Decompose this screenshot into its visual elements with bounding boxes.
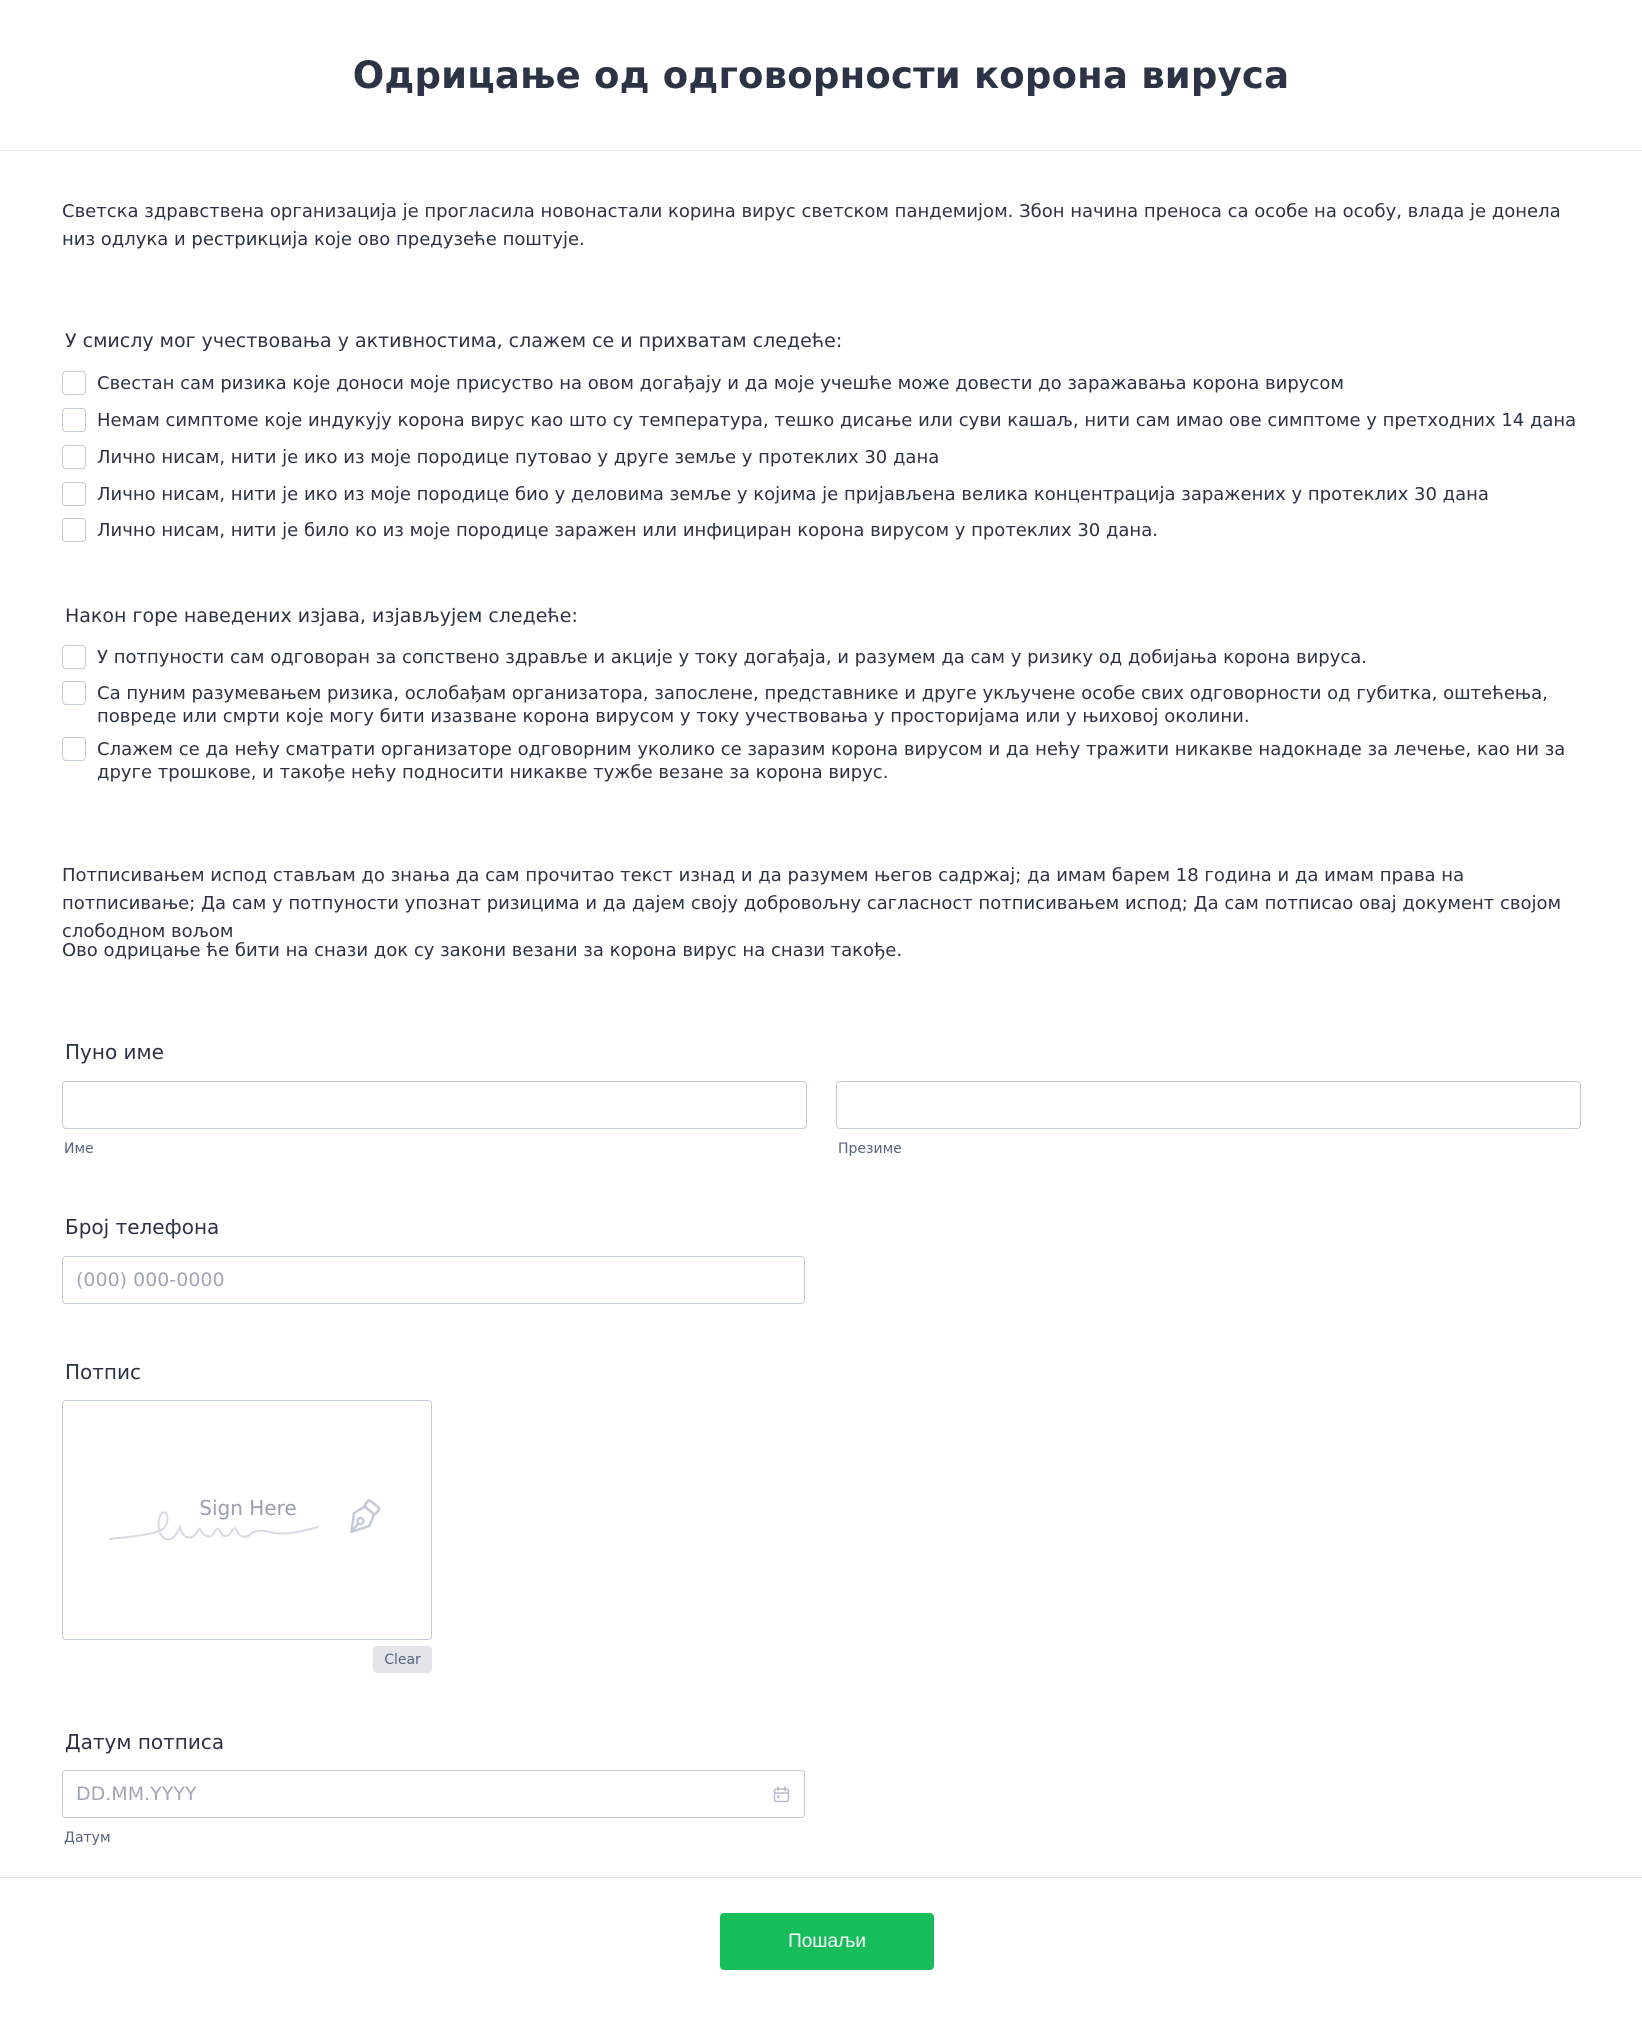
signature-placeholder: Sign Here bbox=[199, 1496, 297, 1520]
checkbox[interactable] bbox=[62, 737, 86, 761]
date-label: Датум потписа bbox=[65, 1730, 225, 1754]
checkbox-option[interactable] bbox=[62, 409, 1582, 432]
calendar-icon[interactable] bbox=[773, 1786, 790, 1803]
checkbox-label: У потпуности сам одговоран за сопствено здравље и акције у току догађаја, и разумем да сам у ризику од добијања корона вируса. bbox=[97, 647, 1368, 668]
clear-signature-button[interactable]: Clear bbox=[373, 1646, 432, 1673]
footer-divider bbox=[0, 1877, 1642, 1878]
checkbox-label: Свестан сам ризика које доноси моје присуство на овом догађају и да моје учешће може довести до заражавања корона вирусом bbox=[97, 373, 1344, 394]
checkbox[interactable] bbox=[62, 681, 86, 705]
first-name-sublabel: Име bbox=[64, 1141, 94, 1157]
date-input[interactable] bbox=[62, 1770, 805, 1818]
checkbox-option[interactable] bbox=[62, 738, 1582, 784]
first-name-input[interactable] bbox=[62, 1081, 807, 1129]
pen-nib-icon bbox=[341, 1496, 385, 1540]
signing-statement: Потписивањем испод стављам до знања да сам прочитао текст изнад и да разумем његов садржај; да имам барем 18 година и да имам права на потписивање; Да сам у потпуности упознат ризицима и да дајем своју добровољну сагласност потписивањем испод; Да сам потписао овај документ својом слободном вољом bbox=[62, 865, 1562, 942]
checkbox-option[interactable] bbox=[62, 646, 1582, 669]
checkbox-option[interactable] bbox=[62, 372, 1582, 395]
checkbox-option[interactable] bbox=[62, 446, 1582, 469]
checkbox-label: Лично нисам, нити је ико из моје породице путовао у друге земље у протеклих 30 дана bbox=[97, 447, 940, 468]
submit-button[interactable]: Пошаљи bbox=[720, 1913, 934, 1970]
checkbox-option[interactable] bbox=[62, 483, 1582, 506]
form-title: Одрицање од одговорности корона вируса bbox=[352, 53, 1290, 97]
checkbox-label: Са пуним разумевањем ризика, ослобађам организатора, запослене, представнике и друге укључене особе свих одговорности од губитка, оштећења, повреде или смрти које могу бити изазване корона вирусом у току учествовања у просторијама или у њиховој околини. bbox=[97, 683, 1548, 727]
checkbox-label: Слажем се да нећу сматрати организаторе одговорним уколико се заразим корона вирусом и да нећу тражити никакве надокнаде за лечење, као ни за друге трошкове, и такође нећу подносити никакве тужбе везане за корона вирус. bbox=[97, 739, 1566, 783]
checkbox[interactable] bbox=[62, 445, 86, 469]
signature-label: Потпис bbox=[65, 1360, 141, 1384]
last-name-input[interactable] bbox=[836, 1081, 1581, 1129]
form-header bbox=[0, 0, 1642, 151]
phone-input[interactable] bbox=[62, 1256, 805, 1304]
checkbox-label: Немам симптоме које индукују корона вирус као што су температура, тешко дисање или суви кашаљ, нити сам имао ове симптоме у претходних 14 дана bbox=[97, 410, 1577, 431]
section2-label: Након горе наведених изјава, изјављујем следеће: bbox=[65, 605, 578, 627]
phone-label: Број телефона bbox=[65, 1215, 220, 1239]
checkbox[interactable] bbox=[62, 408, 86, 432]
fullname-label: Пуно име bbox=[65, 1040, 164, 1064]
checkbox-label: Лично нисам, нити је било ко из моје породице заражен или инфициран корона вирусом у протеклих 30 дана. bbox=[97, 520, 1158, 541]
checkbox-option[interactable] bbox=[62, 519, 1582, 542]
checkbox-label: Лично нисам, нити је ико из моје породице био у деловима земље у којима је пријављена велика концентрација заражених у протеклих 30 дана bbox=[97, 484, 1489, 505]
intro-text: Светска здравствена организација је прогласила новонастали корина вирус светском пандемијом. Збон начина преноса са особе на особу, влада је донела низ одлука и рестрикција које ово предузеће поштује. bbox=[62, 201, 1561, 250]
checkbox[interactable] bbox=[62, 645, 86, 669]
signature-pad[interactable] bbox=[62, 1400, 432, 1640]
last-name-sublabel: Презиме bbox=[838, 1141, 902, 1157]
section1-label: У смислу мог учествовања у активностима, слажем се и прихватам следеће: bbox=[65, 330, 843, 352]
checkbox[interactable] bbox=[62, 518, 86, 542]
checkbox[interactable] bbox=[62, 371, 86, 395]
checkbox[interactable] bbox=[62, 482, 86, 506]
date-sublabel: Датум bbox=[64, 1830, 111, 1846]
validity-statement: Ово одрицање ће бити на снази док су закони везани за корона вирус на снази такође. bbox=[62, 940, 903, 961]
checkbox-option[interactable] bbox=[62, 682, 1582, 728]
